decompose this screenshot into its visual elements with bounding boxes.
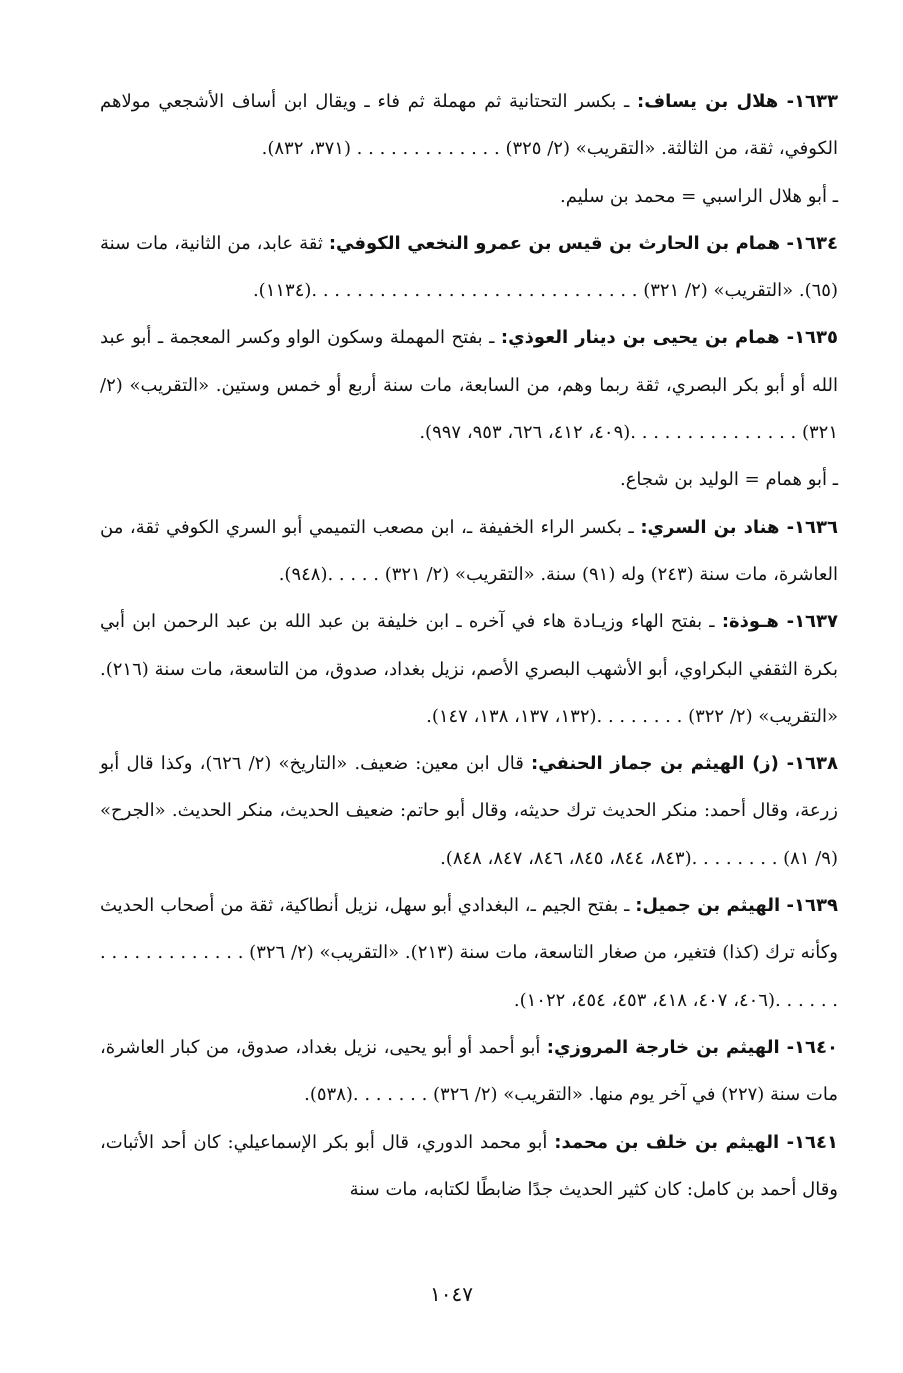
entry-heading: ١٦٣٨- (ز) الهيثم بن جماز الحنفي: — [531, 753, 838, 775]
entry-heading: ١٦٣٩- الهيثم بن جميل: — [635, 895, 838, 917]
biography-entry-1635 — [100, 314, 838, 456]
entry-heading: ١٦٣٣- هلال بن يساف: — [637, 91, 838, 112]
cross-reference: ـ أبو همام = الوليد بن شجاع. — [619, 469, 838, 491]
entry-body: ـ بكسر الراء الخفيفة ـ، ابن مصعب التميمي أبو السري الكوفي ثقة، من العاشرة، مات سنة (٢٤٣) وله (٩١) سنة. «التقريب» (٢/ ٣٢١) . . . . .(٩٤٨). — [100, 516, 838, 585]
biography-entry-1641 — [100, 1119, 838, 1214]
entry-heading: ١٦٤٠- الهيثم بن خارجة المروزي: — [546, 1036, 838, 1058]
entry-heading: ١٦٣٧- هـوذة: — [721, 611, 839, 633]
entry-body: ثقة عابد، من الثانية، مات سنة (٦٥). «التقريب» (٢/ ٣٢١) . . . . . . . . . . . . . . . . . . . . . . . . . . . . .(١١٣٤). — [100, 232, 838, 302]
entry-body: ـ بفتح المهملة وسكون الواو وكسر المعجمة ـ أبو عبد الله أو أبو بكر البصري، ثقة ربما وهم، من السابعة، مات سنة أربع أو خمس وستين. «التقريب» (٢/ ٣٢١) . . . . . . . . . . . . . . .(٤٠٩، ٤١٢، ٦٢٦، ٩٥٣، ٩٩٧). — [100, 327, 838, 444]
biography-entry-1634 — [100, 220, 838, 315]
entry-body: أبو محمد الدوري، قال أبو بكر الإسماعيلي: كان أحد الأثبات، وقال أحمد بن كامل: كان كثير الحديث جدًا ضابطًا لكتابه، مات سنة — [100, 1131, 838, 1200]
cross-reference: ـ أبو هلال الراسبي = محمد بن سليم. — [560, 185, 838, 207]
biography-entry-1638 — [100, 740, 838, 882]
biography-entry-1636 — [100, 504, 838, 599]
biography-entry-1637 — [100, 598, 838, 740]
entry-heading: ١٦٣٥- همام بن يحيى بن دينار العوذي: — [500, 327, 839, 349]
document-page — [100, 78, 838, 1213]
entry-body: ـ بفتح الجيم ـ، البغدادي أبو سهل، نزيل أنطاكية، ثقة من أصحاب الحديث وكأنه ترك (كذا) فتغير، من صغار التاسعة، مات سنة (٢١٣). «التقريب» (٢/ ٣٢٦) . . . . . . . . . . . . . . . . . . .(٤٠٦، ٤٠٧، ٤١٨، ٤٥٣، ٤٥٤، ١٠٢٢). — [100, 895, 839, 1011]
biography-entry-1633 — [100, 78, 838, 173]
entry-body: قال ابن معين: ضعيف. «التاريخ» (٢/ ٦٢٦)، وكذا قال أبو زرعة، وقال أحمد: منكر الحديث ترك حديثه، وقال أبو حاتم: ضعيف الحديث، منكر الحديث. «الجرح» (٩/ ٨١) . . . . . . . .(٨٤٣، ٨٤٤، ٨٤٥، ٨٤٦، ٨٤٧، ٨٤٨). — [100, 753, 838, 869]
entry-heading: ١٦٣٦- هناد بن السري: — [640, 516, 838, 538]
biography-entry-1639 — [100, 882, 838, 1024]
page-number: ١٠٤٧ — [430, 1282, 473, 1306]
entry-heading: ١٦٤١- الهيثم بن خلف بن محمد: — [554, 1131, 838, 1153]
entry-body: ـ بكسر التحتانية ثم مهملة ثم فاء ـ ويقال ابن أساف الأشجعي مولاهم الكوفي، ثقة، من الثالثة. «التقريب» (٢/ ٣٢٥) . . . . . . . . . . . . . (٣٧١، ٨٣٢). — [100, 91, 838, 160]
biography-entry-1640 — [100, 1024, 838, 1119]
entry-body: ـ بفتح الهاء وزيـادة هاء في آخره ـ ابن خليفة بن عبد الله بن عبد الرحمن ابن أبي بكرة الثقفي البكراوي، أبو الأشهب البصري الأصم، نزيل بغداد، صدوق، من التاسعة، مات سنة (٢١٦). «التقريب» (٢/ ٣٢٢) . . . . . . . .(١٣٢، ١٣٧، ١٣٨، ١٤٧). — [100, 611, 838, 727]
entry-body: أبو أحمد أو أبو يحيى، نزيل بغداد، صدوق، من كبار العاشرة، مات سنة (٢٢٧) في آخر يوم منها. «التقريب» (٢/ ٣٢٦) . . . . . . .(٥٣٨). — [100, 1036, 838, 1106]
entry-heading: ١٦٣٤- همام بن الحارث بن قيس بن عمرو النخعي الكوفي: — [328, 232, 838, 254]
